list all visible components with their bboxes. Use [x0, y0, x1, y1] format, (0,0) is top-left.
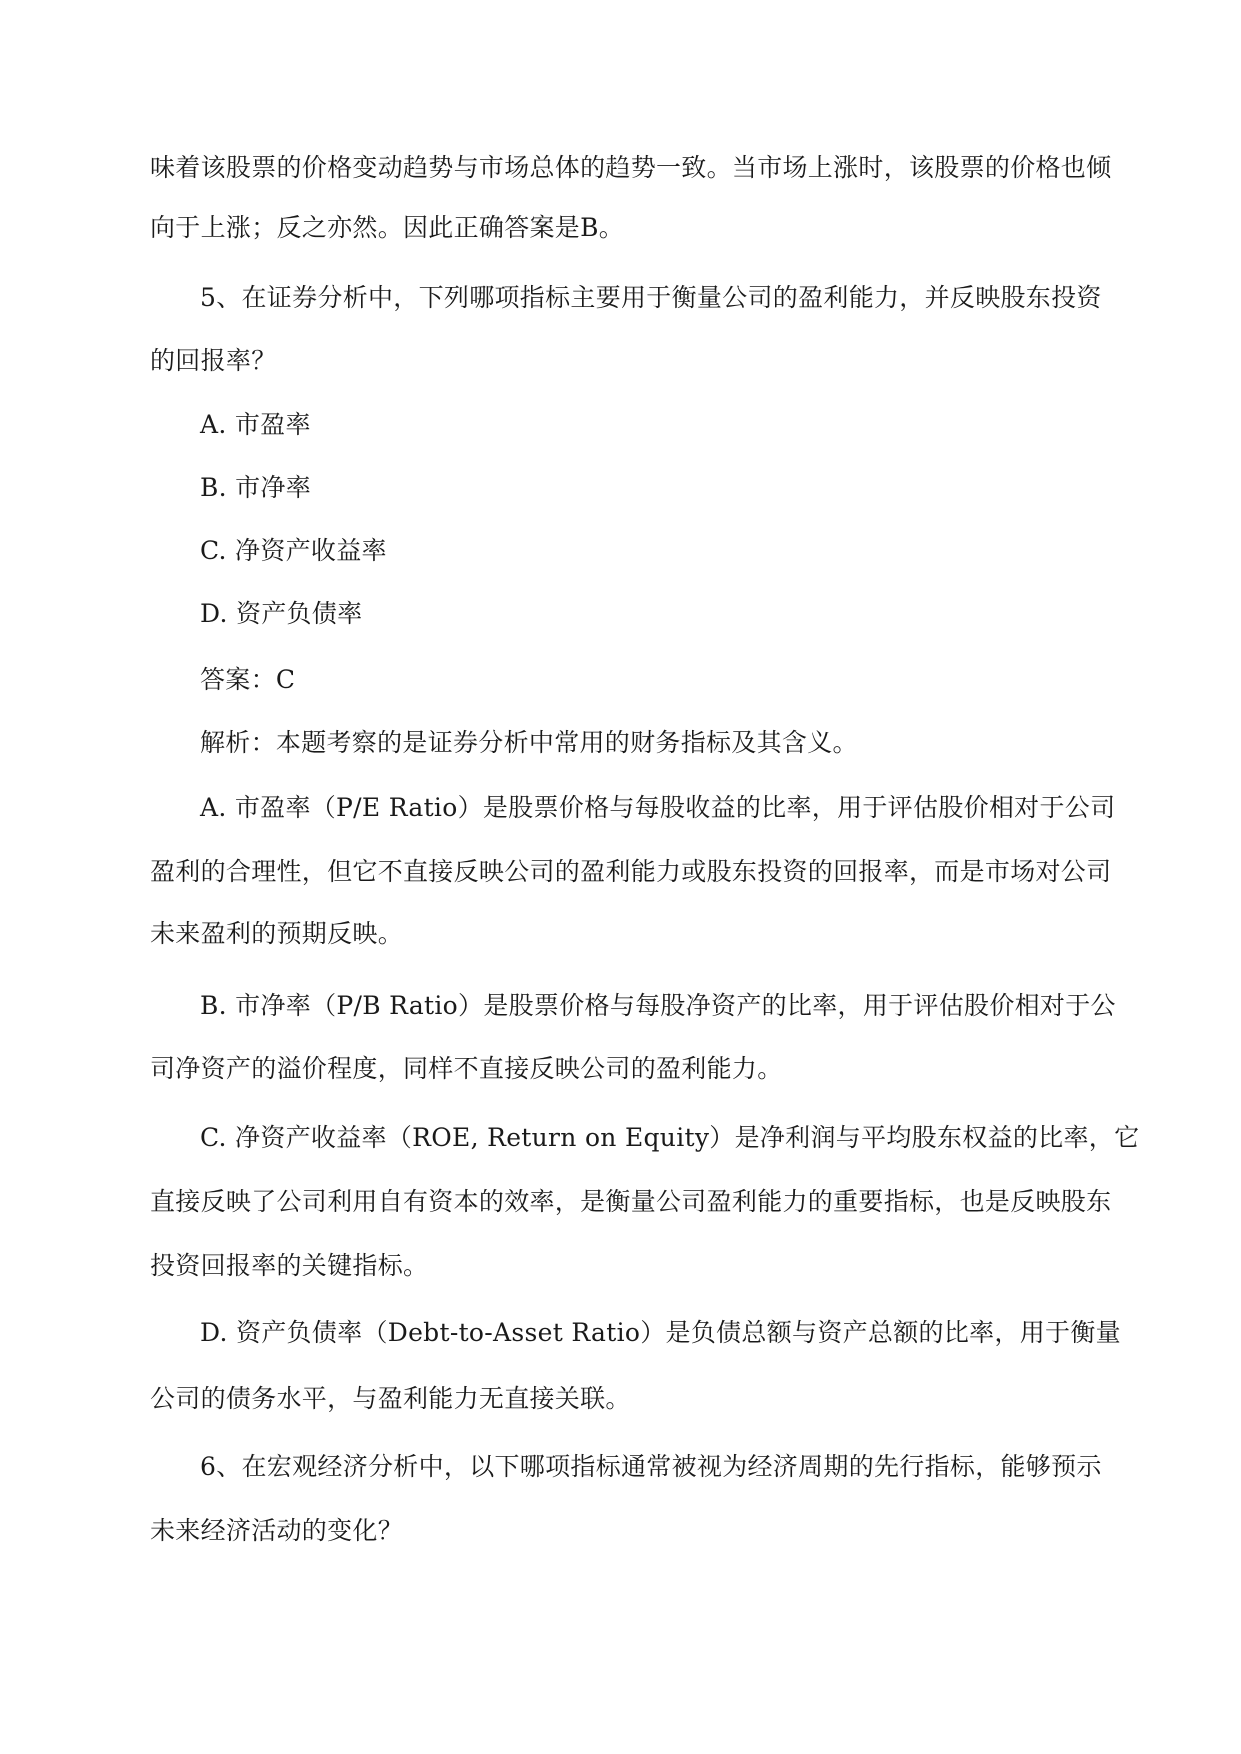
option-c: C. 净资产收益率: [200, 536, 387, 565]
question-6-text: 6、在宏观经济分析中，以下哪项指标通常被视为经济周期的先行指标，能够预示: [200, 1452, 1102, 1481]
explanation-a: 未来盈利的预期反映。: [150, 919, 404, 948]
explanation-a: A. 市盈率（P/E Ratio）是股票价格与每股收益的比率，用于评估股价相对于公司: [200, 793, 1116, 822]
explanation-b: 司净资产的溢价程度，同样不直接反映公司的盈利能力。: [150, 1054, 783, 1083]
explanation-d: D. 资产负债率（Debt-to-Asset Ratio）是负债总额与资产总额的比率，用于衡量: [200, 1318, 1121, 1347]
answer-line: 答案：C: [200, 665, 296, 694]
option-d: D. 资产负债率: [200, 599, 363, 628]
explanation-d: 公司的债务水平，与盈利能力无直接关联。: [150, 1384, 631, 1413]
analysis-intro: 解析：本题考察的是证券分析中常用的财务指标及其含义。: [200, 728, 858, 757]
question-5-text: 的回报率？: [150, 346, 277, 375]
explanation-c: 直接反映了公司利用自有资本的效率，是衡量公司盈利能力的重要指标，也是反映股东: [150, 1187, 1112, 1216]
option-b: B. 市净率: [200, 473, 312, 502]
option-a: A. 市盈率: [200, 410, 311, 439]
paragraph-line: 向于上涨；反之亦然。因此正确答案是B。: [150, 213, 625, 242]
explanation-c: 投资回报率的关键指标。: [150, 1251, 429, 1280]
explanation-b: B. 市净率（P/B Ratio）是股票价格与每股净资产的比率，用于评估股价相对于公: [200, 991, 1116, 1020]
explanation-c: C. 净资产收益率（ROE, Return on Equity）是净利润与平均股东权益的比率，它: [200, 1123, 1140, 1152]
question-6-text: 未来经济活动的变化？: [150, 1516, 404, 1545]
explanation-a: 盈利的合理性，但它不直接反映公司的盈利能力或股东投资的回报率，而是市场对公司: [150, 857, 1112, 886]
paragraph-line: 味着该股票的价格变动趋势与市场总体的趋势一致。当市场上涨时，该股票的价格也倾: [150, 153, 1112, 182]
question-5-text: 5、在证券分析中，下列哪项指标主要用于衡量公司的盈利能力，并反映股东投资: [200, 283, 1102, 312]
